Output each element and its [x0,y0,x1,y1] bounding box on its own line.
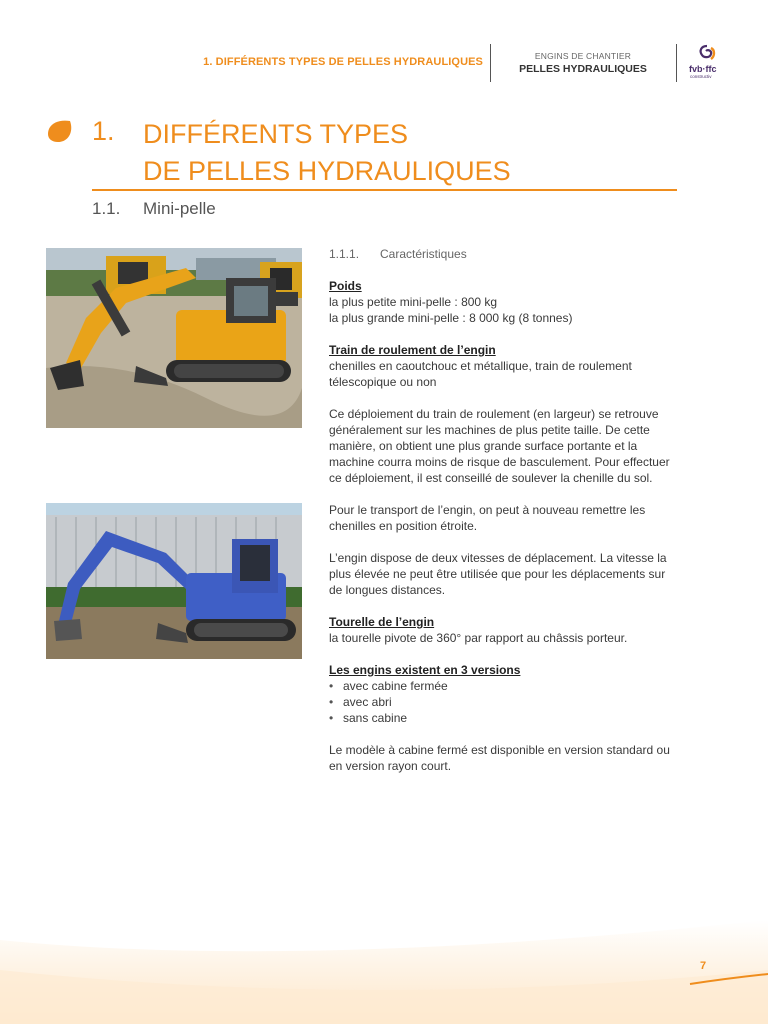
chapter-title-line-2: DE PELLES HYDRAULIQUES [143,156,511,186]
list-item: • avec abri [329,694,674,710]
footer-wave-decoration [0,900,768,1024]
fvb-ffc-logo [686,44,726,84]
chapter-number: 1. [92,116,115,146]
page-number: 7 [700,960,707,972]
train-text: chenilles en caoutchouc et métallique, train de roulement télescopique ou non [329,359,632,389]
train-heading: Train de roulement de l’engin [329,343,496,357]
poids-line-1: la plus petite mini-pelle : 800 kg [329,295,498,309]
logo-swirl-icon [696,44,718,64]
list-item: • sans cabine [329,710,674,726]
title-underline [92,189,677,191]
paragraph-transport: Pour le transport de l’engin, on peut à nouveau remettre les chenilles en position étroite. [329,503,646,533]
paragraph-vitesses: L’engin dispose de deux vitesses de déplacement. La vitesse la plus élevée ne peut être utilisée que pour les déplacements sur de longues distances. [329,551,667,597]
running-header-section: 1. DIFFÉRENTS TYPES DE PELLES HYDRAULIQUES [203,56,483,68]
poids-line-2: la plus grande mini-pelle : 8 000 kg (8 tonnes) [329,311,573,325]
body-content [329,246,674,790]
section-heading [329,246,674,262]
section-title: Caractéristiques [380,247,467,261]
tourelle-heading: Tourelle de l’engin [329,615,435,629]
tourelle-text: la tourelle pivote de 360° par rapport au châssis porteur. [329,631,628,645]
header-category-big: PELLES HYDRAULIQUES [519,63,647,75]
header-divider [676,44,677,82]
closing-paragraph: Le modèle à cabine fermé est disponible en version standard ou en version rayon court. [329,743,670,773]
header-category-small: ENGINS DE CHANTIER [534,51,632,61]
list-item: • avec cabine fermée [329,678,674,694]
photo-yellow-mini-excavator [46,248,302,428]
paragraph-deploiement: Ce déploiement du train de roulement (en largeur) se retrouve généralement sur les machines de plus petite taille. De cette manière, on obtient une plus grande surface portante et la machine courra moins de risque de basculement. Pour effectuer ce déploiement, il est conseillé de soulever la chenille du sol. [329,407,670,485]
subsection-number: 1.1. [92,199,121,218]
chapter-title-line-1: DIFFÉRENTS TYPES [143,119,409,149]
poids-heading: Poids [329,279,362,293]
versions-list [329,678,674,726]
leaf-bullet-icon [46,118,74,144]
chapter-title [143,116,511,190]
running-header-category [500,51,666,75]
header-divider [490,44,491,82]
versions-heading: Les engins existent en 3 versions [329,663,521,677]
photo-blue-mini-excavator [46,503,302,659]
logo-text: fvb·ffc [689,64,717,74]
section-number: 1.1.1. [329,247,360,261]
logo-subtext: constructiv [690,74,712,79]
subsection-title: Mini-pelle [143,199,216,218]
